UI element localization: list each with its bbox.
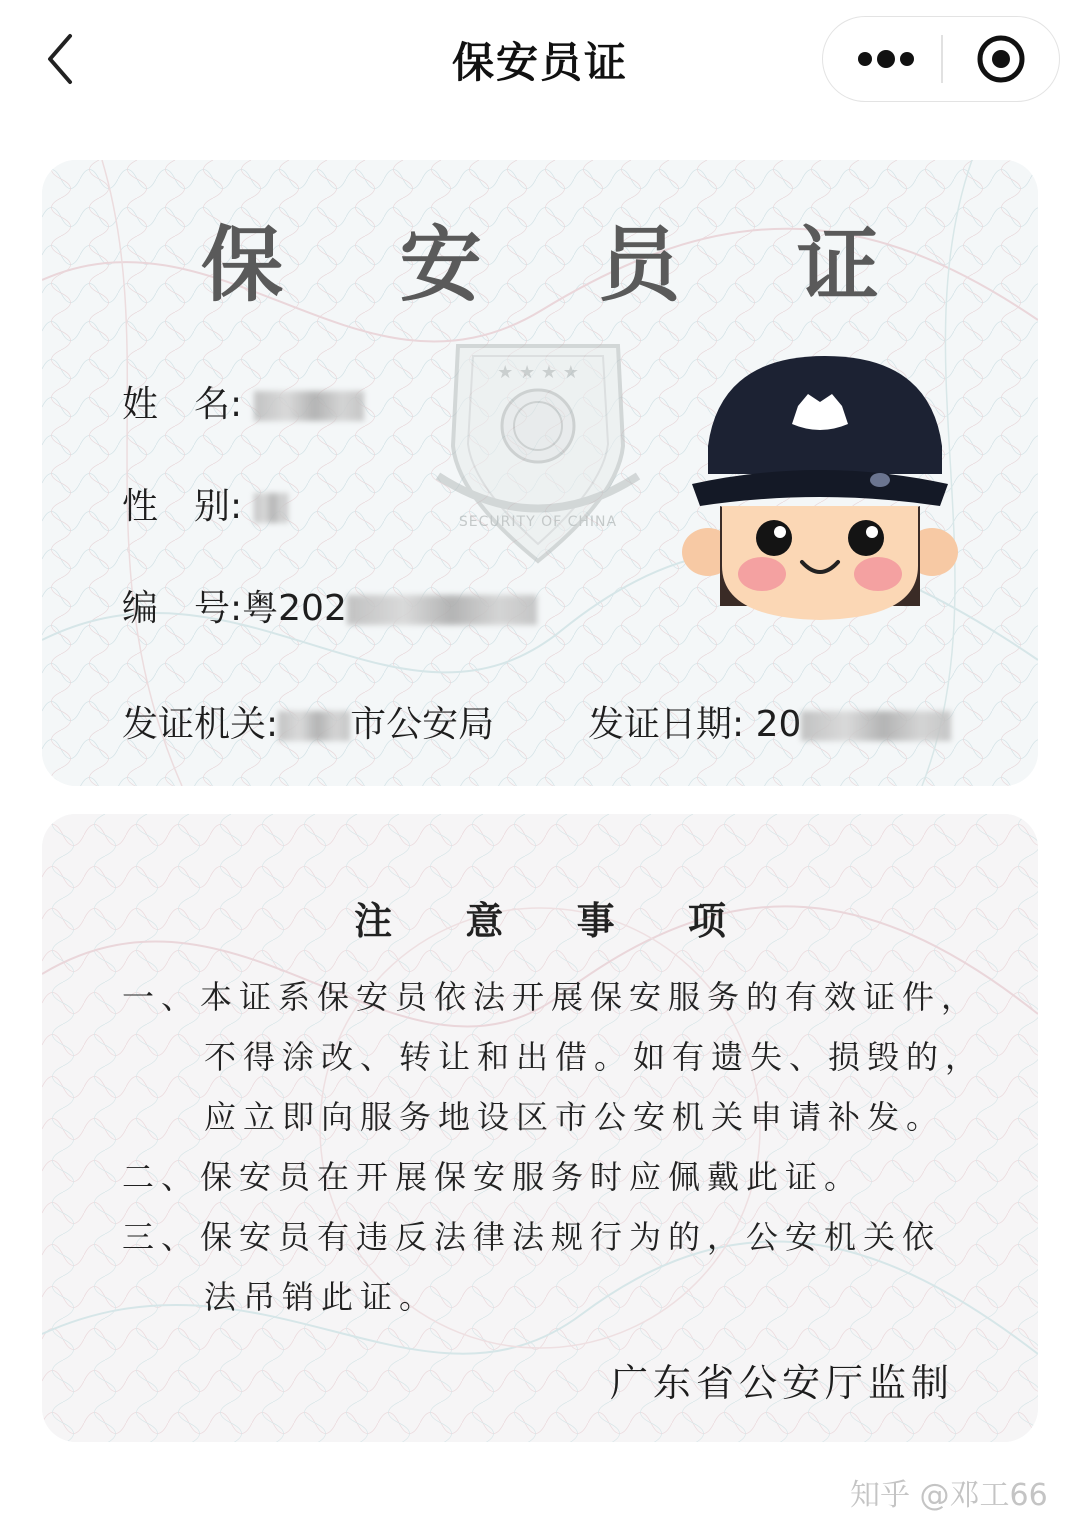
- authority-label: 发证机关:: [122, 704, 279, 745]
- number-label: 编 号:: [122, 588, 243, 629]
- target-circle-icon: [943, 17, 1059, 101]
- authority-city-redacted: [278, 711, 350, 741]
- number-value-redacted: [347, 595, 537, 625]
- notice-line: 三、保安员有违反法律法规行为的，公安机关依: [122, 1218, 942, 1256]
- certificate-title: 保 安 员 证: [201, 217, 923, 313]
- name-value-redacted: [254, 391, 364, 421]
- notice-line: 应立即向服务地设区市公安机关申请补发。: [204, 1098, 946, 1136]
- gender-field: [122, 478, 288, 529]
- name-label: 姓 名:: [122, 384, 243, 425]
- security-badge-emblem: [418, 326, 658, 576]
- number-field: [122, 580, 537, 631]
- page-title: 保安员证: [451, 38, 628, 87]
- issue-date-prefix: 20: [755, 704, 802, 745]
- mini-program-capsule: [822, 16, 1060, 102]
- issue-date-label: 发证日期:: [588, 704, 745, 745]
- issuer-text: 广东省公安厅监制: [610, 1361, 955, 1405]
- authority-field: [122, 696, 494, 747]
- svg-text:★ ★ ★ ★: ★ ★ ★ ★: [497, 362, 579, 383]
- notice-line: 法吊销此证。: [204, 1278, 439, 1316]
- badge-text: SECURITY OF CHINA: [458, 514, 618, 530]
- close-button[interactable]: [943, 17, 1059, 101]
- more-dots-icon: [823, 17, 941, 101]
- notice-line: 一、本证系保安员依法开展保安服务的有效证件，: [122, 978, 981, 1016]
- watermark-text: 知乎 @邓工66: [850, 1478, 1048, 1513]
- navigation-bar: [0, 0, 1080, 118]
- back-button[interactable]: [38, 28, 88, 90]
- notice-title: 注 意 事 项: [354, 899, 756, 943]
- chevron-left-icon: [38, 28, 88, 90]
- notice-line: 不得涂改、转让和出借。如有遗失、损毁的，: [204, 1038, 985, 1076]
- notice-line: 二、保安员在开展保安服务时应佩戴此证。: [122, 1158, 864, 1196]
- gender-label: 性 别:: [122, 486, 243, 527]
- issue-date-field: [588, 696, 951, 747]
- cartoon-police-avatar: [680, 356, 960, 620]
- gender-value-redacted: [254, 493, 288, 523]
- number-prefix: 粤202: [242, 588, 347, 629]
- issue-date-redacted: [801, 711, 951, 741]
- authority-suffix: 市公安局: [350, 704, 495, 745]
- more-button[interactable]: [823, 17, 941, 101]
- name-field: [122, 376, 364, 427]
